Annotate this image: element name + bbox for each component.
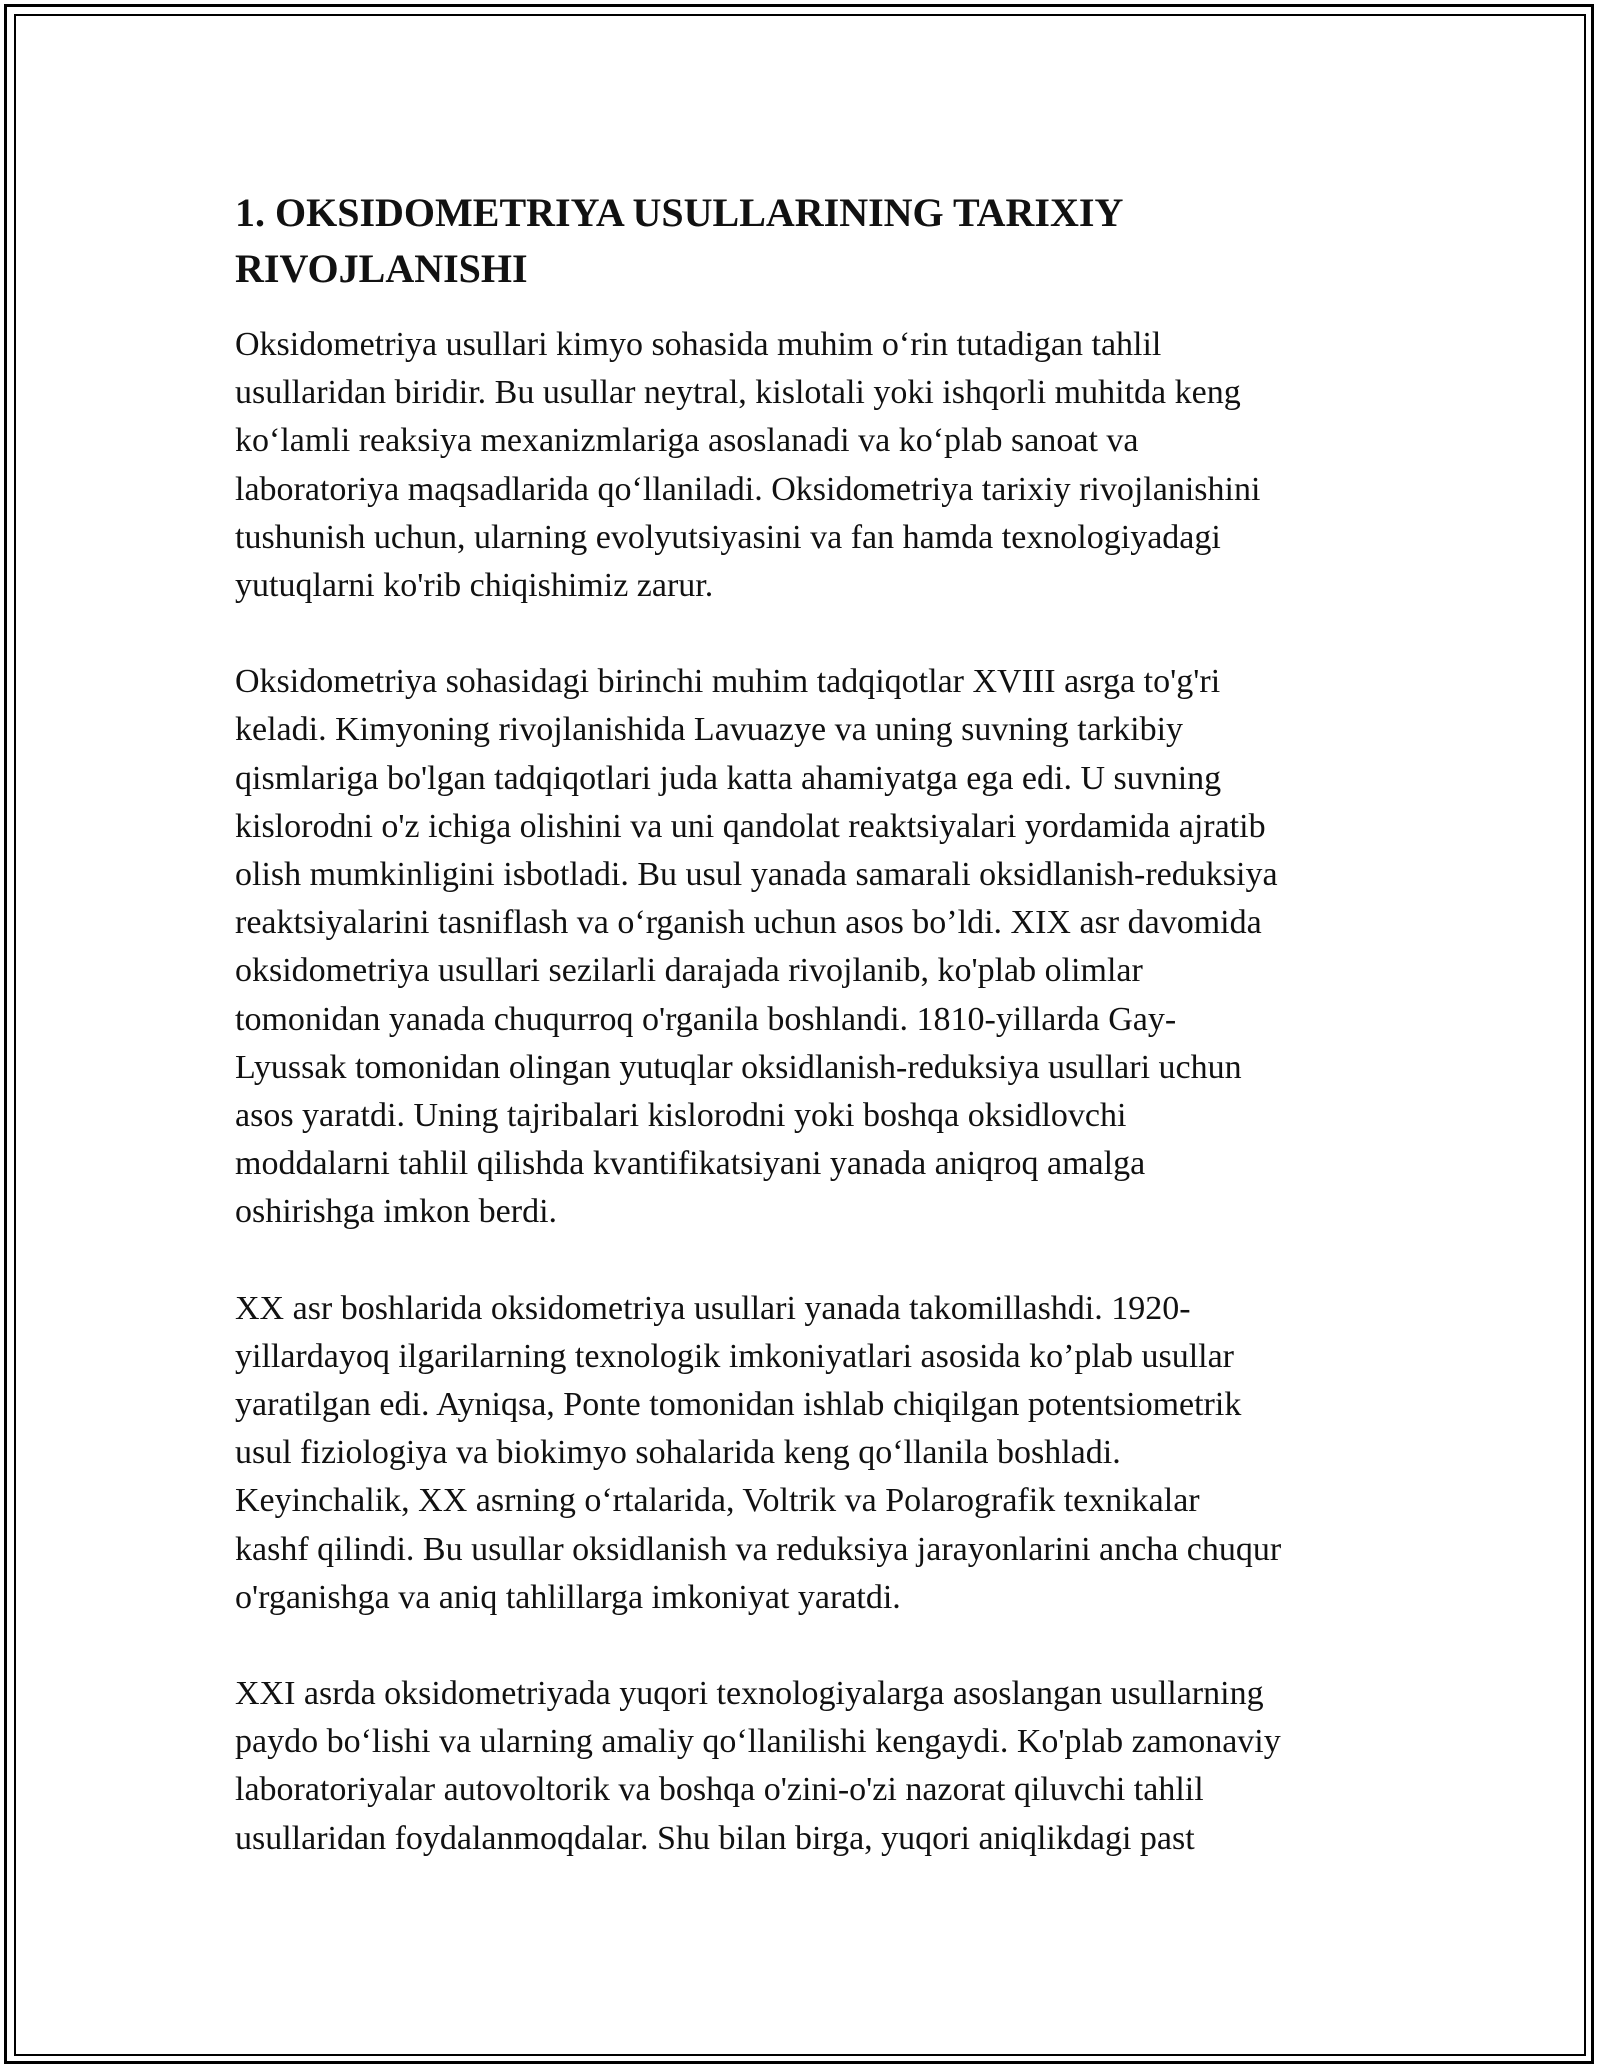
text-line: moddalarni tahlil qilishda kvantifikatsiyani yanada aniqroq amalga [235, 1145, 1146, 1183]
text-line: XX asr boshlarida oksidometriya usullari yanada takomillashdi. 1920- [235, 1289, 1191, 1327]
paragraph-20th-century [235, 1285, 1365, 1622]
text-line: usullaridan biridir. Bu usullar neytral, kislotali yoki ishqorli muhitda keng [235, 374, 1241, 412]
text-line: kislorodni o'z ichiga olishini va uni qandolat reaktsiyalari yordamida ajratib [235, 807, 1266, 845]
text-line: keladi. Kimyoning rivojlanishida Lavuazye va uning suvning tarkibiy [235, 711, 1184, 749]
text-line: kashf qilindi. Bu usullar oksidlanish va reduksiya jarayonlarini ancha chuqur [235, 1530, 1282, 1568]
text-line: yillardayoq ilgarilarning texnologik imkoniyatlari asosida ko’plab usullar [235, 1337, 1234, 1375]
text-line: usullaridan foydalanmoqdalar. Shu bilan birga, yuqori aniqlikdagi past [235, 1819, 1195, 1857]
text-line: XXI asrda oksidometriyada yuqori texnologiyalarga asoslangan usullarning [235, 1675, 1264, 1713]
text-line: Oksidometriya usullari kimyo sohasida muhim o‘rin tutadigan tahlil [235, 326, 1162, 363]
text-line: tomonidan yanada chuqurroq o'rganila boshlandi. 1810-yillarda Gay- [235, 1000, 1177, 1038]
text-line: yaratilgan edi. Ayniqsa, Ponte tomonidan ishlab chiqilgan potentsiometrik [235, 1386, 1242, 1424]
text-line: laboratoriya maqsadlarida qo‘llaniladi. Oksidometriya tarixiy rivojlanishini [235, 470, 1261, 508]
text-line: reaktsiyalarini tasniflash va o‘rganish uchun asos bo’ldi. XIX asr davomida [235, 904, 1262, 942]
text-line: yutuqlarni ko'rib chiqishimiz zarur. [235, 567, 714, 605]
text-line: usul fiziologiya va biokimyo sohalarida keng qo‘llanila boshladi. [235, 1434, 1121, 1472]
text-line: qismlariga bo'lgan tadqiqotlari juda katta ahamiyatga ega edi. U suvning [235, 759, 1222, 797]
text-line: oshirishga imkon berdi. [235, 1193, 558, 1231]
text-line: Oksidometriya sohasidagi birinchi muhim tadqiqotlar XVIII asrga to'g'ri [235, 663, 1221, 701]
section-heading [235, 185, 1365, 297]
paragraph-21st-century [235, 1670, 1365, 1863]
heading-line: RIVOJLANISHI [235, 246, 528, 291]
text-line: asos yaratdi. Uning tajribalari kislorodni yoki boshqa oksidlovchi [235, 1097, 1127, 1135]
paragraph-intro [235, 321, 1365, 610]
text-line: ko‘lamli reaksiya mexanizmlariga asoslanadi va ko‘plab sanoat va [235, 422, 1139, 460]
document-body [235, 185, 1365, 1911]
text-line: oksidometriya usullari sezilarli darajada rivojlanib, ko'plab olimlar [235, 952, 1143, 990]
text-line: Lyussak tomonidan olingan yutuqlar oksidlanish-reduksiya usullari uchun [235, 1048, 1242, 1086]
text-line: Keyinchalik, XX asrning o‘rtalarida, Voltrik va Polarografik texnikalar [235, 1482, 1200, 1520]
paragraph-18th-19th-century [235, 658, 1365, 1236]
text-line: tushunish uchun, ularning evolyutsiyasini va fan hamda texnologiyadagi [235, 518, 1221, 556]
heading-line: 1. OKSIDOMETRIYA USULLARINING TARIXIY [235, 190, 1124, 235]
text-line: olish mumkinligini isbotladi. Bu usul yanada samarali oksidlanish-reduksiya [235, 856, 1278, 894]
text-line: o'rganishga va aniq tahlillarga imkoniyat yaratdi. [235, 1578, 901, 1616]
text-line: paydo bo‘lishi va ularning amaliy qo‘llanilishi kengaydi. Ko'plab zamonaviy [235, 1723, 1281, 1761]
text-line: laboratoriyalar autovoltorik va boshqa o'zini-o'zi nazorat qiluvchi tahlil [235, 1771, 1204, 1809]
